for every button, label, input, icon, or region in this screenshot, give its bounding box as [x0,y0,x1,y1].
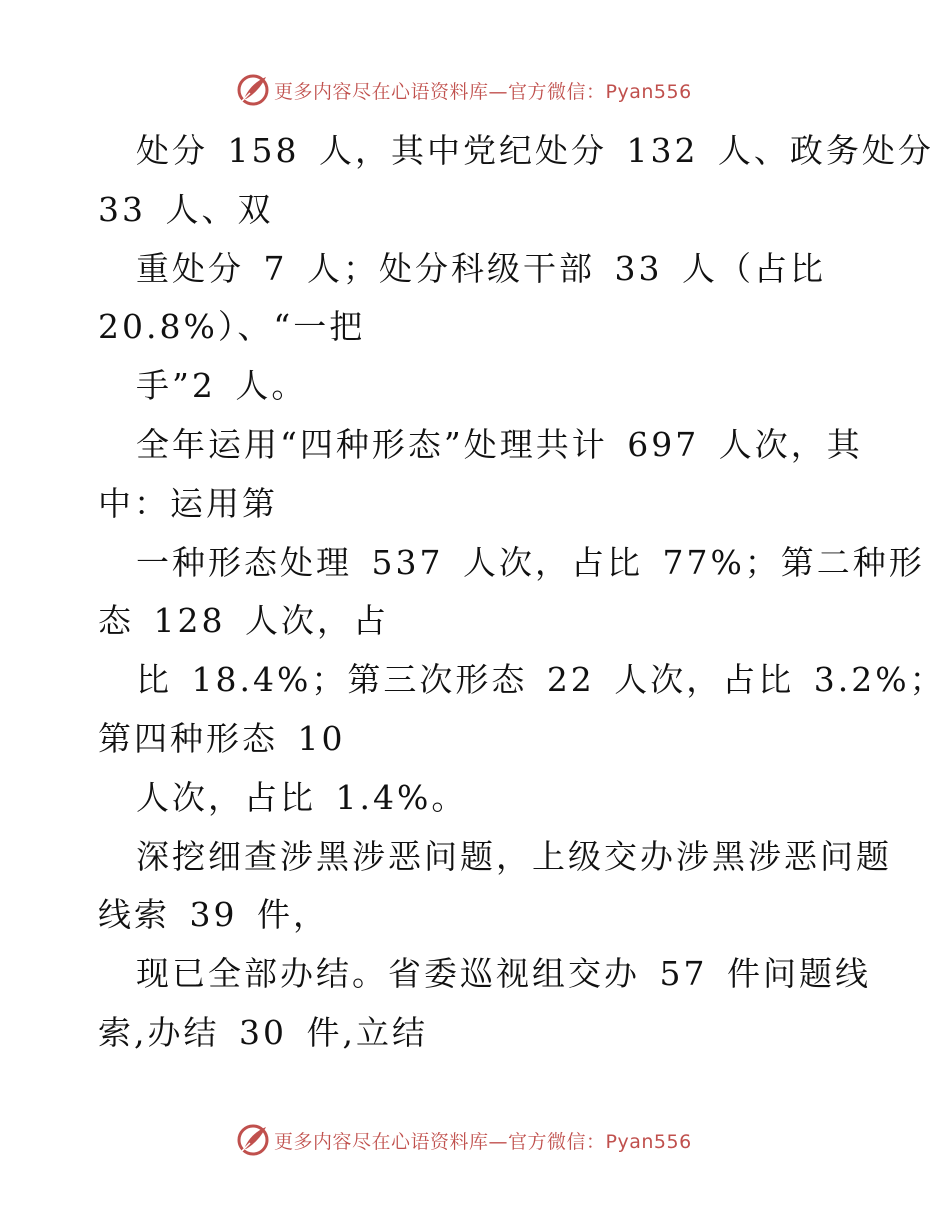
text-line: 线索 39 件， [98,895,329,935]
feather-pen-logo-icon [236,73,270,107]
feather-pen-logo-icon [236,1123,270,1157]
text-line: 中：运用第 [98,483,278,523]
watermark-text: 更多内容尽在心语资料库—官方微信：Pyan556 [274,1130,692,1153]
text-line: 人次，占比 1.4%。 [136,777,468,817]
text-line: 深挖细查涉黑涉恶问题，上级交办涉黑涉恶问题 [136,836,892,876]
footer-watermark [236,1122,692,1158]
text-line: 处分 158 人，其中党纪处分 132 人、政务处分 [136,131,934,170]
text-line: 20.8%）、“一把 [98,307,366,347]
text-line: 现已全部办结。省委巡视组交办 57 件问题线 [136,954,871,994]
document-body [98,122,946,1063]
text-line: 比 18.4%；第三次形态 22 人次，占比 3.2%； [136,660,946,700]
text-line: 33 人、双 [98,189,274,229]
watermark-text: 更多内容尽在心语资料库—官方微信：Pyan556 [274,80,692,103]
text-line: 手”2 人。 [136,366,308,406]
header-watermark [236,72,692,108]
text-line: 一种形态处理 537 人次，占比 77%；第二种形 [136,542,925,582]
text-line: 第四种形态 10 [98,718,346,758]
text-line: 全年运用“四种形态”处理共计 697 人次，其 [136,424,863,464]
text-line: 重处分 7 人；处分科级干部 33 人（占比 [136,248,826,288]
text-line: 态 128 人次，占 [98,601,389,641]
text-line: 索,办结 30 件,立结 [98,1012,428,1052]
